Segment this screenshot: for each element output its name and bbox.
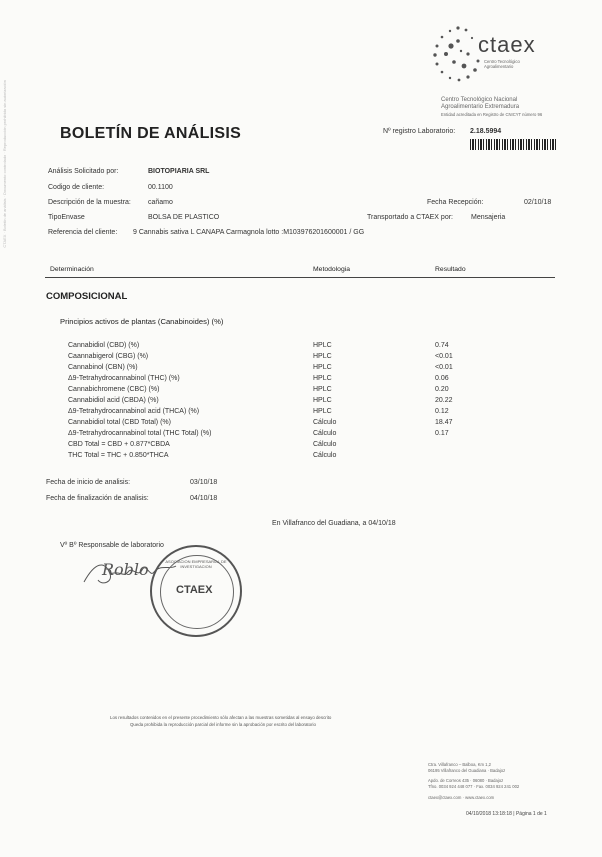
cliente-label: Codigo de cliente: (48, 184, 105, 191)
legal-line-2: Queda prohibida la reproducción parcial del informe sin la aprobación por escrito del laboratorio (130, 722, 316, 727)
logo-text: ctaex (478, 32, 536, 57)
logo-subtitle-2: Agroalimentario (484, 64, 514, 69)
row-result: 0.06 (435, 375, 449, 382)
page-title: BOLETÍN DE ANÁLISIS (60, 125, 242, 142)
row-method: Cálculo (313, 452, 337, 459)
row-result: 0.12 (435, 408, 449, 415)
recepcion-value: 02/10/18 (524, 199, 552, 206)
fin-label: Fecha de finalización de analisis: (46, 495, 149, 502)
registro-value: 2.18.5994 (470, 128, 502, 135)
row-result: 0.17 (435, 430, 449, 437)
fin-value: 04/10/18 (190, 495, 218, 502)
row-result: 0.20 (435, 386, 449, 393)
company-stamp (150, 545, 242, 637)
row-result: 20.22 (435, 397, 453, 404)
org-name-2: Agroalimentario Extremadura (441, 104, 520, 110)
envase-label: TipoEnvase (48, 214, 85, 221)
barcode (470, 139, 558, 150)
row-name: Caannabigerol (CBG) (%) (68, 353, 149, 360)
row-method: HPLC (313, 386, 332, 393)
page-footer: 04/10/2018 13:18:18 | Página 1 de 1 (466, 811, 547, 817)
row-result: <0.01 (435, 353, 453, 360)
row-name: CBD Total = CBD + 0.877*CBDA (68, 441, 170, 448)
footer-line-5: ctaex@ctaex.com · www.ctaex.com (428, 795, 495, 800)
col-metodologia: Metodologia (313, 266, 351, 273)
row-method: HPLC (313, 375, 332, 382)
logo-subtitle-1: Centro Tecnológico (484, 59, 520, 64)
signature-text: Roblo (102, 560, 149, 579)
row-name: Cannabinol (CBN) (%) (68, 364, 138, 371)
responsable-label: Vº Bº Responsable de laboratorio (60, 542, 164, 549)
footer-line-4: Tfno. 0034 924 448 077 · Fax. 0034 924 241 002 (428, 784, 520, 789)
transportado-value: Mensajeria (471, 214, 506, 221)
inicio-value: 03/10/18 (190, 479, 218, 486)
row-name: Cannabidiol total (CBD Total) (%) (68, 419, 171, 426)
row-name: Δ9-Tetrahydrocannabinol acid (THCA) (%) (68, 408, 200, 415)
inicio-label: Fecha de inicio de analisis: (46, 479, 131, 486)
row-method: Cálculo (313, 419, 337, 426)
recepcion-label: Fecha Recepción: (427, 199, 484, 206)
ctaex-logo (428, 22, 558, 92)
place-date: En Villafranco del Guadiana, a 04/10/18 (272, 520, 396, 527)
row-result: 0.74 (435, 342, 449, 349)
cliente-value: 00.1100 (148, 184, 173, 191)
row-name: Cannabidiol acid (CBDA) (%) (68, 397, 159, 404)
row-name: Cannabidiol (CBD) (%) (68, 342, 140, 349)
muestra-label: Descripción de la muestra: (48, 199, 131, 206)
header-divider (45, 277, 555, 278)
side-note: CTAEX · Boletín de análisis · Documento controlado · Reproducción prohibida sin autorización (2, 80, 7, 248)
row-method: HPLC (313, 353, 332, 360)
footer-line-1: Ctra. Villafranco – Balboa, Km 1,2 (428, 762, 492, 767)
row-result: <0.01 (435, 364, 453, 371)
row-method: HPLC (313, 342, 332, 349)
row-name: Δ9-Tetrahydrocannabinol (THC) (%) (68, 375, 180, 382)
col-determinacion: Determinación (50, 266, 94, 273)
stamp-ring-text: ASOCIACION EMPRESARIAL DE INVESTIGACION (165, 559, 227, 569)
row-method: HPLC (313, 397, 332, 404)
legal-line-1: Los resultados contenidos en el presente procedimiento sólo afectan a las muestras sometidas al ensayo descrito (110, 715, 332, 720)
solicitado-label: Análisis Solicitado por: (48, 168, 119, 175)
row-name: Δ9-Tetrahydrocannabinol total (THC Total) (%) (68, 430, 212, 437)
transportado-label: Transportado a CTAEX por: (367, 214, 453, 221)
envase-value: BOLSA DE PLASTICO (148, 214, 220, 221)
footer-line-2: 06195 Villafranco del Guadiana · Badajoz (428, 768, 506, 773)
row-name: Cannabichromene (CBC) (%) (68, 386, 160, 393)
org-name-1: Centro Tecnológico Nacional (441, 97, 518, 103)
row-method: HPLC (313, 408, 332, 415)
footer-line-3: Apdo. de Correos 435 · 06080 · Badajoz (428, 778, 504, 783)
col-resultado: Resultado (435, 266, 466, 273)
org-name-3: Entidad acreditada en Registro de CNICYT número 96 (441, 112, 543, 117)
section-title: COMPOSICIONAL (46, 291, 128, 302)
muestra-value: cañamo (148, 199, 173, 206)
row-result: 18.47 (435, 419, 453, 426)
stamp-center: CTAEX (176, 584, 213, 596)
solicitado-value: BIOTOPIARIA SRL (148, 168, 210, 175)
row-name: THC Total = THC + 0.850*THCA (68, 452, 169, 459)
row-method: HPLC (313, 364, 332, 371)
subsection-title: Principios activos de plantas (Canabinoides) (%) (60, 317, 224, 326)
referencia-label: Referencia del cliente: (48, 229, 118, 236)
row-method: Cálculo (313, 430, 337, 437)
row-method: Cálculo (313, 441, 337, 448)
registro-label: Nº registro Laboratorio: (383, 128, 456, 135)
referencia-value: 9 Cannabis sativa L CANAPA Carmagnola lotto :M103976201600001 / GG (133, 229, 365, 236)
